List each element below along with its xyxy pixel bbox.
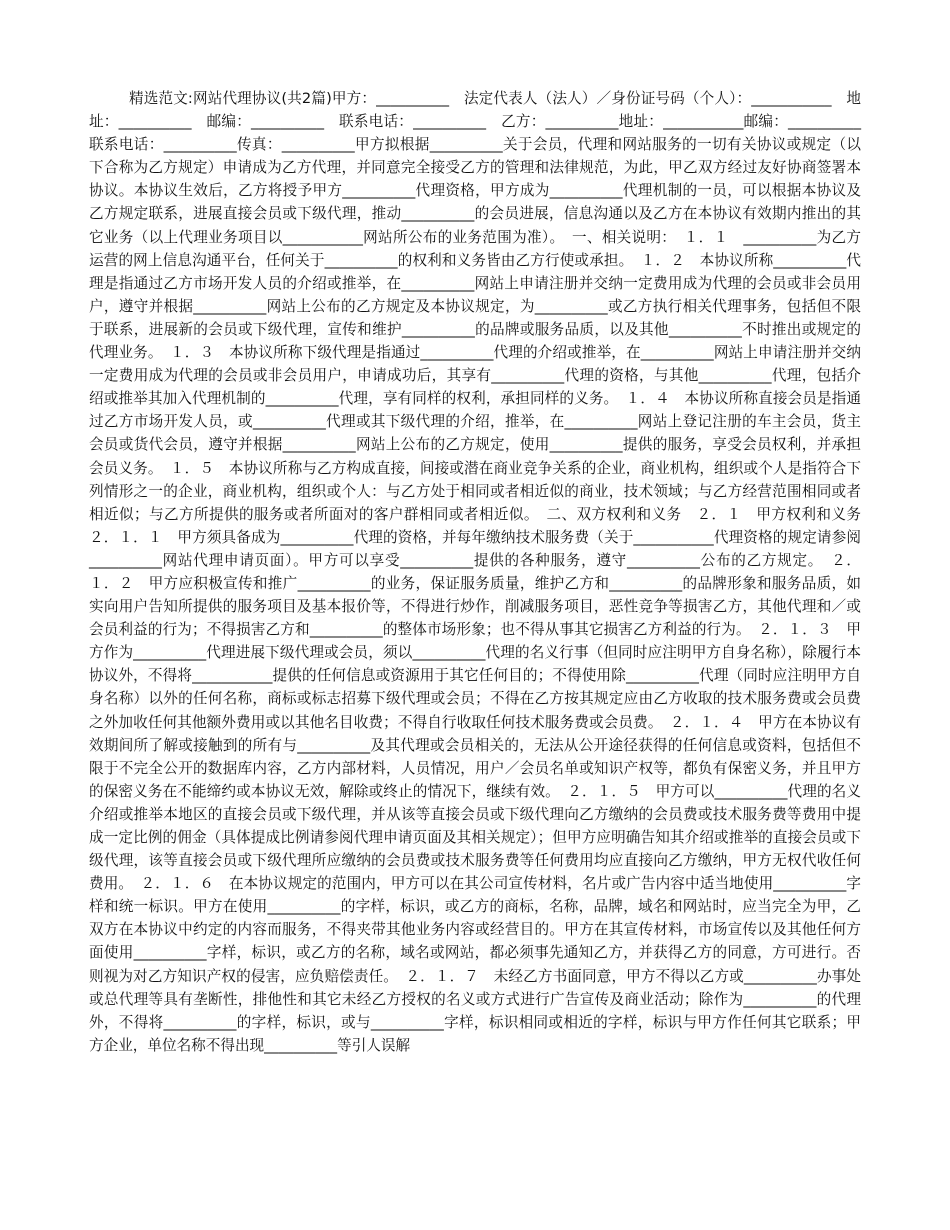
agreement-body-text: 精选范文:网站代理协议(共2篇)甲方：__________ 法定代表人（法人）／身份证号码（个人）：___________ 地址：__________ 邮编：__________ 联系电话：__________ 乙方：__________地址：___________邮编：__________联系电话：__________传真：__________甲方拟根据__________关于会员，代理和网站服务的一切有关协议或规定（以下合称为乙方规定）申请成为乙方代理，并同意完全接受乙方的管理和法律规范，为此，甲乙双方经过友好协商签署本协议。本协议生效后，乙方将授予甲方__________代理资格，甲方成为__________代理机制的一员，可以根据本协议及乙方规定联系，进展直接会员或下级代理，推动__________的会员进展，信息沟通以及乙方在本协议有效期内推出的其它业务（以上代理业务项目以___________网站所公布的业务范围为准）。 一、相关说明： １．１ __________为乙方运营的网上信息沟通平台，任何关于__________的权利和义务皆由乙方行使或承担。 １．２ 本协议所称__________代理是指通过乙方市场开发人员的介绍或推举，在__________网站上申请注册并交纳一定费用成为代理的会员或非会员用户，遵守并根据__________网站上公布的乙方规定及本协议规定，为__________或乙方执行相关代理事务，包括但不限于联系，进展新的会员或下级代理，宣传和维护__________的品牌或服务品质，以及其他__________不时推出或规定的代理业务。 １．３ 本协议所称下级代理是指通过__________代理的介绍或推举，在__________网站上申请注册并交纳一定费用成为代理的会员或非会员用户，申请成功后，其享有__________代理的资格，与其他__________代理，包括介绍或推举其加入代理机制的__________代理，享有同样的权利，承担同样的义务。 １．４ 本协议所称直接会员是指通过乙方市场开发人员，或__________代理或其下级代理的介绍，推举，在__________网站上登记注册的车主会员，货主会员或货代会员，遵守并根据__________网站上公布的乙方规定，使用__________提供的服务，享受会员权利，并承担会员义务。 １．５ 本协议所称与乙方构成直接，间接或潜在商业竞争关系的企业，商业机构，组织或个人是指符合下列情形之一的企业，商业机构，组织或个人：与乙方处于相同或者相近似的商业，技术领域；与乙方经营范围相同或者相近似；与乙方所提供的服务或者所面对的客户群相同或者相近似。 二、双方权利和义务 ２．１ 甲方权利和义务 ２．１．１ 甲方须具备成为__________代理的资格，并每年缴纳技术服务费（关于___________代理资格的规定请参阅__________网站代理申请页面）。甲方可以享受__________提供的各种服务，遵守__________公布的乙方规定。 ２．１．２ 甲方应积极宣传和推广__________的业务，保证服务质量，维护乙方和__________的品牌形象和服务品质，如实向用户告知所提供的服务项目及基本报价等，不得进行炒作，削减服务项目，恶性竞争等损害乙方，其他代理和／或会员利益的行为；不得损害乙方和__________的整体市场形象；也不得从事其它损害乙方利益的行为。 ２．１．３ 甲方作为__________代理进展下级代理或会员，须以__________代理的名义行事（但同时应注明甲方自身名称），除履行本协议外，不得将___________提供的任何信息或资源用于其它任何目的；不得使用除__________代理（同时应注明甲方自身名称）以外的任何名称，商标或标志招募下级代理或会员；不得在乙方按其规定应由乙方收取的技术服务费或会员费之外加收任何其他额外费用或以其他名目收费；不得自行收取任何技术服务费或会员费。 ２．１．４ 甲方在本协议有效期间所了解或接触到的所有与__________及其代理或会员相关的，无法从公开途径获得的任何信息或资料，包括但不限于不完全公开的数据库内容，乙方内部材料，人员情况，用户／会员名单或知识产权等，都负有保密义务，并且甲方的保密义务在不能缔约或本协议无效，解除或终止的情况下，继续有效。 ２．１．５ 甲方可以__________代理的名义介绍或推举本地区的直接会员或下级代理，并从该等直接会员或下级代理向乙方缴纳的会员费或技术服务费等费用中提成一定比例的佣金（具体提成比例请参阅代理申请页面及其相关规定）；但甲方应明确告知其介绍或推举的直接会员或下级代理，该等直接会员或下级代理所应缴纳的会员费或技术服务费等任何费用均应直接向乙方缴纳，甲方无权代收任何费用。 ２．１．６ 在本协议规定的范围内，甲方可以在其公司宣传材料，名片或广告内容中适当地使用__________字样和统一标识。甲方在使用__________的字样，标识，或乙方的商标，名称，品牌，域名和网站时，应当完全为甲，乙双方在本协议中约定的内容而服务，不得夹带其他业务内容或经营目的。甲方在其宣传材料，市场宣传以及其他任何方面使用__________字样，标识，或乙方的名称，域名或网站，都必须事先通知乙方，并获得乙方的同意，方可进行。否则视为对乙方知识产权的侵害，应负赔偿责任。 ２．１．７ 未经乙方书面同意，甲方不得以乙方或__________办事处或总代理等具有垄断性，排他性和其它未经乙方授权的名义或方式进行广告宣传及商业活动；除作为__________的代理外，不得将__________的字样，标识，或与__________字样，标识相同或相近的字样，标识与甲方作任何其它联系；甲方企业，单位名称不得出现__________等引人误解 [89, 90, 876, 1054]
